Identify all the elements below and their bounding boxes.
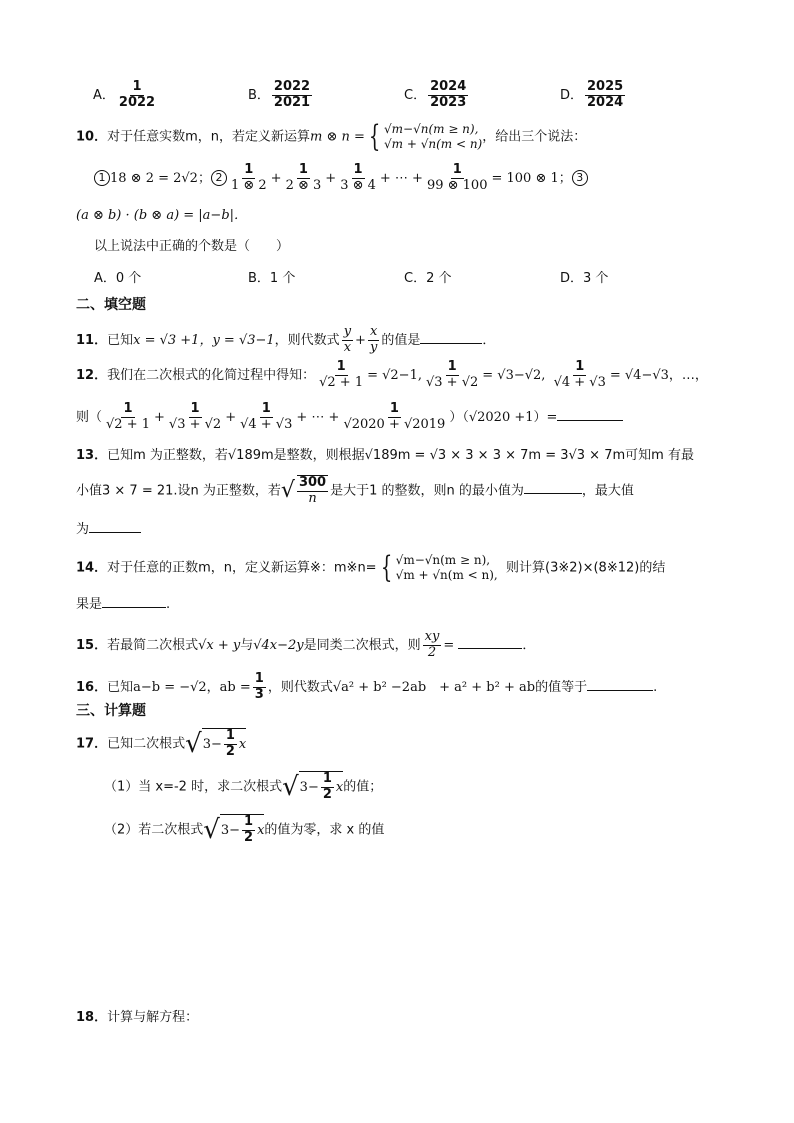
fraction	[428, 80, 468, 111]
denominator: y	[369, 339, 378, 355]
option-label: C．	[404, 87, 427, 103]
question-text: 则（	[76, 409, 103, 425]
q13-line1	[76, 449, 694, 462]
denominator: 2	[225, 743, 235, 759]
ellipsis: + ⋯ +	[296, 409, 340, 425]
circled-number-3: 3	[572, 170, 588, 186]
q14-line1	[76, 550, 666, 585]
fraction	[238, 402, 294, 433]
question-text: ，最大值	[581, 483, 634, 499]
question-text: 是同类二次根式，则	[303, 637, 421, 653]
question-text: 对于任意的正数m，n，定义新运算※：m※n=	[107, 560, 377, 576]
q11	[76, 325, 495, 356]
answer-blank[interactable]	[587, 679, 653, 691]
question-text: ，则代数式	[267, 679, 333, 695]
answer-blank[interactable]	[458, 637, 522, 649]
case-2: √m + √n(m < n)	[383, 137, 483, 151]
q13-line3	[76, 521, 141, 536]
punctuation: .	[166, 597, 171, 612]
q16	[76, 672, 657, 703]
equals-sign: =	[443, 637, 455, 653]
denominator: 2024	[587, 94, 624, 110]
question-text: 计算与解方程：	[107, 1010, 199, 1025]
q9-option-d	[560, 80, 627, 111]
question-text: 已知二次根式	[107, 736, 186, 752]
bracket: ）	[449, 409, 463, 425]
result: = √4−√3	[609, 367, 669, 383]
numerator: 1	[190, 401, 200, 416]
fraction	[424, 360, 480, 391]
q9-option-c	[404, 80, 470, 111]
answer-blank-max[interactable]	[89, 521, 141, 533]
fraction	[224, 729, 237, 760]
fraction	[317, 360, 365, 391]
question-number: 18．	[76, 1010, 108, 1025]
punctuation: .	[653, 679, 658, 695]
fraction	[272, 80, 312, 111]
numerator: y	[343, 324, 352, 339]
denominator: √4 + √3	[553, 374, 606, 390]
question-number: 17．	[76, 736, 108, 752]
denominator: 2021	[273, 94, 311, 110]
circled-number-1: 1	[94, 170, 110, 186]
question-text: 则计算(3※2)×(8※12)的结	[506, 560, 666, 576]
q12-line1	[76, 360, 708, 391]
radical-expression: √ 3− $\frac{1}{2}$ x	[282, 771, 344, 802]
option-label: D．	[560, 87, 584, 103]
question-number: 15．	[76, 637, 108, 653]
numerator: 2025	[587, 79, 624, 94]
numerator: 1	[123, 401, 133, 416]
denominator: 2	[427, 644, 437, 660]
fraction	[284, 163, 324, 194]
numerator: 1	[575, 359, 585, 374]
statement-3: (a ⊗ b) · (b ⊗ a) = |a−b|．	[76, 208, 248, 223]
piecewise-brace: { √m−√n(m ≥ n), √m + √n(m < n)	[368, 119, 483, 154]
question-text: 若最简二次根式	[107, 637, 199, 653]
numerator: 1	[336, 359, 346, 374]
given-values: a−b = −√2，ab =	[133, 679, 251, 695]
fraction	[253, 672, 266, 703]
question-number: 13．	[76, 448, 108, 463]
fraction	[321, 772, 334, 803]
numerator: 1	[353, 162, 363, 177]
numerator: 1	[322, 771, 332, 786]
section-heading-calculation: 三、计算题	[76, 703, 146, 719]
q10-option-b: B．1 个	[248, 271, 296, 286]
circled-number-2: 2	[211, 170, 227, 186]
q15	[76, 630, 535, 661]
question-text: 果是	[76, 597, 103, 612]
q14-line2	[76, 596, 170, 611]
question-text: 对于任意实数m，n，若定义新运算	[107, 129, 310, 145]
q17-stem	[76, 728, 246, 760]
q10-option-c: C．2 个	[404, 271, 452, 286]
numerator: 1	[132, 79, 142, 94]
denominator: √4 + √3	[240, 416, 293, 432]
q17-part1	[104, 771, 382, 803]
q17-part2	[104, 814, 384, 846]
q12-line2	[76, 402, 623, 433]
question-text: 是大于1 的整数，则n 的最小值为	[330, 483, 524, 499]
question-text: 的值；	[343, 779, 383, 795]
denominator: x	[343, 339, 352, 355]
denominator: 2022	[118, 94, 156, 110]
piecewise-brace: { √m−√n(m ≥ n), √m + √n(m < n),	[380, 550, 498, 585]
numerator: 1	[261, 401, 271, 416]
result: = √3−√2,	[482, 367, 546, 383]
numerator: 1	[244, 162, 254, 177]
fraction	[585, 80, 625, 111]
plus-sign: +	[154, 409, 165, 425]
denominator: 2	[322, 786, 332, 802]
question-text: 的值是	[381, 332, 421, 348]
question-number: 14．	[76, 560, 108, 576]
q9-option-a	[93, 80, 159, 111]
fraction	[229, 163, 269, 194]
punctuation: ．	[482, 332, 496, 348]
question-text: 的值为零，求 x 的值	[264, 822, 385, 838]
numerator: 1	[389, 401, 399, 416]
q9-option-b	[248, 80, 314, 111]
multiplier: （√2020 +1）=	[462, 409, 558, 425]
denominator: 2023	[430, 94, 467, 110]
numerator: 1	[298, 162, 308, 177]
question-text: 小值3 × 7 = 21.设n 为正整数，若	[76, 483, 281, 499]
question-text: 已知m 为正整数，若√189m是整数，则根据√189m = √3 × 3 × 3 × 7m = 3√3 × 7m可知m 有最	[107, 448, 694, 463]
fraction	[423, 630, 442, 661]
ellipsis: + ⋯ +	[379, 170, 423, 186]
numerator: 2024	[430, 79, 467, 94]
question-number: 16．	[76, 679, 108, 695]
question-text: ，给出三个说法：	[482, 129, 587, 145]
option-label: B．	[248, 87, 270, 103]
radicand-part: x	[257, 822, 265, 838]
question-text: 为	[76, 522, 90, 537]
q10-option-a: A．0 个	[94, 271, 142, 286]
denominator: 2	[244, 829, 254, 845]
fraction	[242, 815, 255, 846]
radicand-part: 3−	[220, 822, 241, 838]
question-text: 已知	[107, 332, 134, 348]
radical-1: √x + y	[198, 637, 241, 653]
radicand-part: x	[238, 736, 247, 752]
expression: √a² + b² −2ab + a² + b² + ab	[332, 679, 536, 695]
radicand-part: 3−	[299, 779, 319, 795]
fraction	[342, 325, 353, 356]
statement-2-tail: = 100 ⊗ 1；	[491, 170, 572, 186]
q18	[76, 1011, 198, 1024]
question-text: 已知	[107, 679, 134, 695]
q10-question: 以上说法中正确的个数是（ ）	[94, 239, 290, 254]
radical-expression: √ 3− $\frac{1}{2}$ x	[185, 728, 247, 759]
result: = √2−1,	[367, 367, 422, 383]
fraction	[552, 360, 608, 391]
q10-stem	[76, 119, 587, 154]
q10-option-d: D．3 个	[560, 271, 609, 286]
radicand-part: 3−	[202, 736, 222, 752]
ellipsis: ，…，	[668, 367, 708, 383]
denominator: 3 ⊗ 4	[340, 177, 376, 193]
fraction	[341, 402, 447, 433]
denominator: n	[308, 490, 317, 506]
operator-definition: m ⊗ n =	[310, 129, 365, 145]
question-text: ，则代数式	[274, 332, 340, 348]
numerator: 1	[452, 162, 462, 177]
question-text: 与	[240, 637, 254, 653]
question-text: 我们在二次根式的化简过程中得知：	[107, 367, 316, 383]
punctuation: ．	[522, 637, 536, 653]
answer-blank[interactable]	[420, 332, 482, 344]
case-1: √m−√n(m ≥ n),	[383, 122, 479, 136]
fraction	[368, 325, 379, 356]
question-text: 的值等于	[535, 679, 588, 695]
numerator: x	[369, 324, 378, 339]
given-values: x = √3 +1，y = √3−1	[133, 332, 275, 348]
numerator: 1	[254, 671, 264, 686]
plus-sign: +	[225, 409, 237, 425]
numerator: 1	[225, 728, 235, 743]
fraction	[167, 402, 223, 433]
denominator: √3 + √2	[168, 416, 222, 432]
numerator: 2022	[273, 79, 311, 94]
denominator: √2020 + √2019	[343, 416, 446, 432]
section-heading-fill-in: 二、填空题	[76, 297, 146, 313]
radicand-part: x	[335, 779, 344, 795]
radical-2: √4x−2y	[253, 637, 304, 653]
answer-blank[interactable]	[557, 409, 623, 421]
fraction	[425, 163, 490, 194]
question-number: 12．	[76, 367, 108, 383]
question-number: 11．	[76, 332, 108, 348]
question-text: （1）当 x=-2 时，求二次根式	[104, 779, 283, 795]
case-2: √m + √n(m < n),	[395, 568, 498, 582]
answer-blank-min[interactable]	[524, 482, 582, 494]
denominator: 1 ⊗ 2	[230, 177, 267, 193]
case-1: √m−√n(m ≥ n),	[395, 553, 491, 567]
plus-sign: +	[355, 332, 366, 348]
question-number: 10．	[76, 129, 108, 145]
answer-blank[interactable]	[102, 596, 166, 608]
question-text: （2）若二次根式	[104, 822, 204, 838]
denominator: 3	[254, 686, 264, 702]
denominator: √3 + √2	[425, 374, 479, 390]
radical-expression: √ 3− $\frac{1}{2}$ x	[203, 814, 265, 845]
fraction	[338, 163, 378, 194]
fraction	[117, 80, 157, 111]
fraction	[297, 475, 328, 507]
numerator: xy	[424, 629, 440, 644]
option-label: A．	[93, 87, 115, 103]
denominator: 99 ⊗ 100	[426, 177, 488, 193]
numerator: 300	[298, 475, 327, 490]
q13-line2: 小值3 × 7 = 21.设n 为正整数，若√ $\frac{300}{n}$ 是大于1 的整数，则n 的最小值为 ，最大值	[76, 475, 634, 506]
numerator: 1	[447, 359, 457, 374]
numerator: 1	[244, 814, 254, 829]
denominator: √2 + 1	[106, 416, 150, 432]
fraction	[104, 402, 152, 433]
denominator: √2 + 1	[319, 374, 364, 390]
q10-statements: 1 18 ⊗ 2 = 2√2； 2 $\frac{1}{1 \otimes 2}$ + $\frac{1}{2 \otimes 3}$ + $\frac{1}{3 \otimes 4}$ + ⋯ + $\frac{1}{99 \otimes 100}$ = 100 ⊗ 1； 3	[94, 163, 588, 194]
statement-1: 18 ⊗ 2 = 2√2；	[110, 170, 211, 186]
denominator: 2 ⊗ 3	[285, 177, 322, 193]
